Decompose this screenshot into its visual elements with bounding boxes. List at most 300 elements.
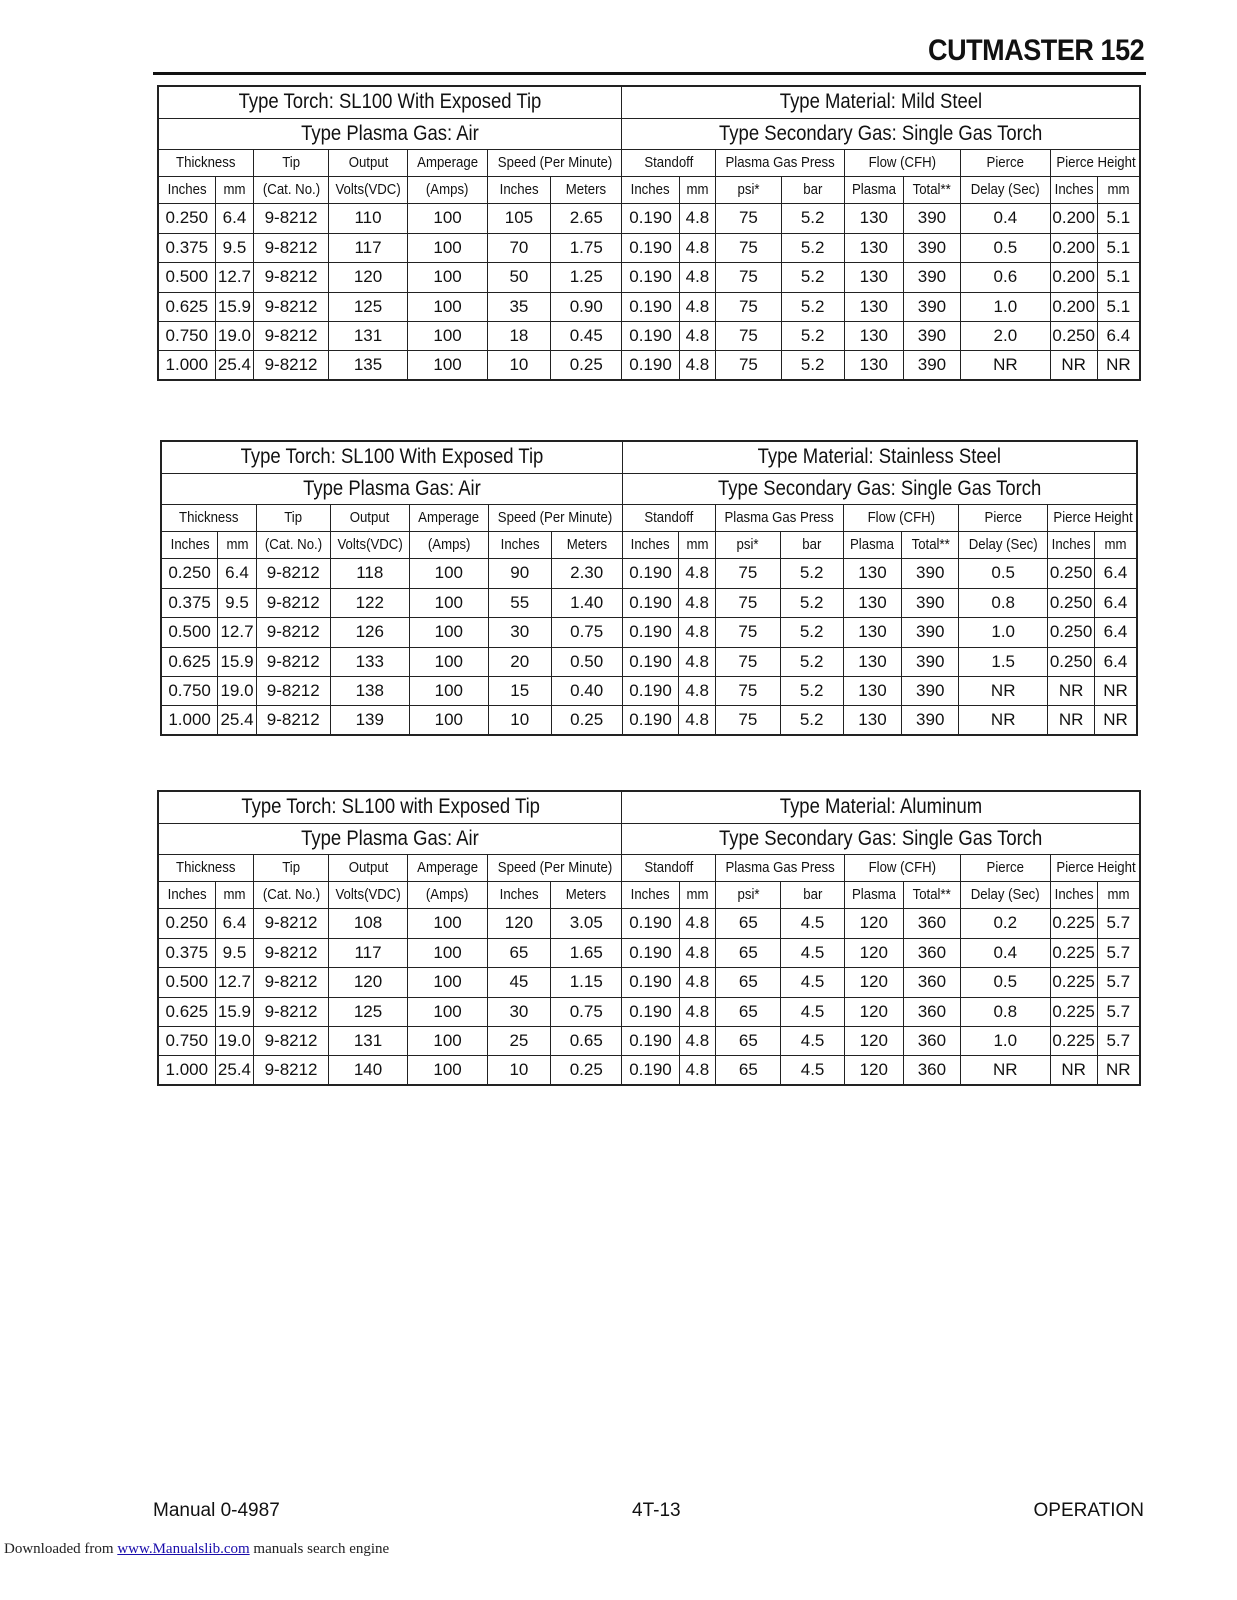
download-suffix: manuals search engine [249,1541,390,1557]
group-header-cell-text: Plasma Gas Press [725,154,835,171]
group-header-cell [487,854,622,881]
data-cell [1097,967,1140,997]
data-cell-text: 0.625 [165,1001,209,1021]
unit-header-cell [903,176,960,203]
data-cell-text: NR [1103,709,1128,729]
group-header-cell-text: Speed (Per Minute) [497,859,612,876]
data-cell-text: 390 [916,563,945,582]
data-cell [679,321,716,350]
unit-header-cell-text: Meters [566,181,607,198]
group-header-cell-text: Thickness [176,154,236,171]
data-cell-text: 90 [510,563,530,582]
unit-header-cell-text: Total** [912,886,951,903]
data-cell-text: 0.200 [1052,267,1095,286]
data-cell-text: 6.4 [1103,592,1128,612]
data-cell [622,1055,679,1085]
data-cell [622,617,679,647]
data-cell-text: 0.5 [991,563,1016,582]
group-header-cell [716,854,844,881]
data-cell-text: 130 [858,680,887,700]
data-cell-text: 120 [859,972,888,991]
data-cell-text: 126 [355,622,384,641]
unit-header-cell-text: Meters [566,886,607,903]
data-cell [1050,321,1097,350]
data-cell-text: 0.190 [629,942,672,962]
data-cell-text: 130 [859,354,888,374]
data-cell-text: 10 [509,1059,529,1079]
table-row [158,997,1140,1026]
data-cell [1048,588,1095,617]
data-cell-text: 5.2 [800,208,825,227]
unit-header-cell [254,881,328,908]
document-title: CUTMASTER 152 [927,34,1144,67]
data-cell-text: 5.2 [799,680,824,700]
data-cell-text: 1.5 [991,651,1016,671]
data-cell-text: 0.90 [569,296,603,316]
data-cell-text: 0.75 [570,622,604,641]
group-header-cell-text: Flow (CFH) [868,859,937,876]
unit-header-cell-text: Volts(VDC) [337,536,403,553]
data-cell [844,321,903,350]
data-cell-text: 0.190 [629,972,672,991]
data-cell-text: NR [1103,680,1128,700]
torch-type-cell-text: Type Torch: SL100 with Exposed Tip [240,795,540,819]
data-cell [551,908,622,938]
group-header-cell-text: Plasma Gas Press [725,859,835,876]
data-cell [960,997,1050,1026]
data-cell-text: 50 [509,267,529,286]
group-header-cell-text: Speed (Per Minute) [497,154,612,171]
data-cell-text: 75 [738,709,758,729]
cutting-chart-table [157,85,1141,381]
unit-header-cell [679,531,715,558]
data-cell [215,203,254,233]
data-cell [679,203,716,233]
unit-header-cell-text: bar [802,536,822,553]
data-cell [622,647,679,676]
data-cell-text: 0.40 [570,680,604,700]
data-cell-text: 0.500 [165,267,209,286]
data-cell [254,233,328,262]
data-cell-text: 4.5 [800,913,825,932]
group-header-cell-text: Thickness [179,509,239,526]
unit-header-cell [844,176,903,203]
data-cell-text: 75 [738,325,758,345]
data-cell [254,262,328,292]
data-cell-text: 6.4 [1106,325,1131,345]
data-cell [551,203,622,233]
data-cell [715,588,780,617]
data-cell [218,588,257,617]
data-cell [551,321,622,350]
data-cell [1048,647,1095,676]
data-cell [1048,617,1095,647]
data-cell [551,705,622,735]
data-cell-text: 5.7 [1106,1001,1131,1021]
data-cell [215,321,254,350]
data-cell-text: 100 [433,237,462,257]
data-cell-text: 0.25 [569,354,603,374]
data-cell [960,292,1050,321]
data-cell [1094,617,1137,647]
data-cell-text: 65 [738,972,758,991]
unit-header-cell-text: bar [803,886,823,903]
data-cell [716,997,781,1026]
data-cell-text: 100 [434,680,463,700]
data-cell-text: 0.225 [1052,913,1095,932]
data-cell-text: 0.4 [993,942,1018,962]
data-cell [215,1026,254,1055]
data-cell-text: 0.200 [1052,208,1095,227]
torch-type-cell [161,441,622,473]
data-cell [408,908,488,938]
cutting-chart-table [160,440,1138,736]
data-cell-text: 120 [859,1030,888,1050]
data-cell-text: 6.4 [1103,651,1128,671]
unit-header-cell [158,881,215,908]
data-cell-text: 0.375 [168,592,211,612]
data-cell-text: 4.5 [800,972,825,991]
unit-header-cell-text: mm [686,886,709,903]
unit-header-cell [622,531,679,558]
data-cell [781,1026,844,1055]
data-cell [959,558,1048,588]
data-cell-text: 5.7 [1106,913,1131,932]
data-cell [781,908,844,938]
data-cell-text: 4.8 [685,296,710,316]
data-cell-text: 19.0 [217,325,251,345]
data-cell [254,908,328,938]
data-cell-text: 0.25 [569,1059,603,1079]
torch-type-cell [158,86,622,118]
data-cell [328,938,408,967]
data-cell [330,647,409,676]
data-cell-text: 0.250 [1049,563,1093,582]
data-cell [551,647,622,676]
data-cell [960,203,1050,233]
data-cell-text: 0.190 [629,1001,672,1021]
data-cell-text: 0.250 [168,563,211,582]
data-cell-text: 0.190 [629,1030,672,1050]
unit-header-cell-text: Inches [170,536,210,553]
group-header-cell [715,504,843,531]
unit-header-cell-text: Delay (Sec) [970,181,1040,198]
data-cell-text: 9.5 [222,237,247,257]
data-cell-text: 100 [433,972,462,991]
data-cell-text: 130 [858,622,887,641]
data-cell-text: 360 [917,1030,947,1050]
data-cell [844,292,903,321]
data-cell-text: 100 [433,267,462,286]
data-cell-text: 110 [354,208,382,227]
group-header-cell-text: Plasma Gas Press [724,509,834,526]
data-cell [551,1055,622,1085]
data-cell [622,350,679,380]
data-cell [844,1026,903,1055]
data-cell-text: 130 [858,563,887,582]
data-cell [960,1055,1050,1085]
data-cell-text: 0.5 [993,972,1018,991]
group-header-cell [254,149,328,176]
secondary-gas-cell [622,473,1137,504]
unit-header-cell [960,176,1050,203]
data-cell-text: 1.000 [165,1059,209,1079]
data-cell-text: 4.8 [685,267,710,286]
group-header-cell [622,854,716,881]
data-cell [1050,1055,1097,1085]
data-cell-text: 0.375 [165,942,209,962]
data-cell-text: 4.8 [685,563,709,582]
group-header-cell [1050,854,1140,881]
group-header-cell [158,854,254,881]
data-cell [1050,350,1097,380]
group-header-cell [408,854,488,881]
data-cell-text: 4.8 [685,942,710,962]
data-cell [902,558,959,588]
unit-header-cell [487,176,550,203]
data-cell-text: 120 [859,1059,888,1079]
data-cell-text: 5.2 [799,622,824,641]
data-cell [551,558,622,588]
data-cell [487,262,550,292]
data-cell-text: 139 [355,709,384,729]
unit-header-cell [1094,531,1137,558]
unit-header-cell-text: Inches [631,886,670,903]
group-header-cell [844,149,960,176]
group-header-cell-text: Flow (CFH) [868,154,937,171]
data-cell [328,233,408,262]
group-header-cell-text: Amperage [417,154,479,171]
torch-type-cell-text: Type Torch: SL100 With Exposed Tip [238,90,542,114]
data-cell-text: 108 [353,913,383,932]
unit-header-cell-text: Inches [167,181,207,198]
data-cell [256,588,330,617]
data-cell [679,647,715,676]
data-cell [158,262,215,292]
data-cell [158,292,215,321]
group-header-cell-text: Thickness [176,859,236,876]
group-header-cell [622,149,716,176]
data-cell-text: NR [993,1059,1018,1079]
data-cell [328,908,408,938]
data-cell-text: 4.5 [800,1030,825,1050]
table-row [161,558,1137,588]
data-cell-text: 131 [353,1030,383,1050]
material-type-cell-text: Type Material: Aluminum [779,795,982,819]
data-cell [330,588,409,617]
data-cell [679,705,715,735]
group-header-cell-text: Output [348,154,388,171]
material-type-cell-text: Type Material: Stainless Steel [757,445,1002,469]
table-row [161,705,1137,735]
data-cell [715,647,780,676]
table-row [161,617,1137,647]
group-header-cell-text: Amperage [417,859,479,876]
data-cell [254,292,328,321]
data-cell [679,292,716,321]
unit-header-cell-text: Inches [1054,886,1094,903]
data-cell [487,967,550,997]
data-cell-text: 5.2 [800,296,825,316]
data-cell-text: 6.4 [1103,563,1128,582]
group-header-cell [409,504,488,531]
section-name: OPERATION [1033,1500,1144,1521]
data-cell-text: 100 [433,1059,462,1079]
unit-header-cell-text: Delay (Sec) [970,886,1040,903]
data-cell [679,588,715,617]
data-cell-text: 0.190 [629,296,672,316]
group-header-cell-text: Tip [284,509,303,526]
data-cell [487,350,550,380]
unit-header-cell [551,176,622,203]
group-header-cell-text: Amperage [418,509,480,526]
data-cell [551,676,622,705]
group-header-cell-text: Pierce Height [1056,859,1136,876]
data-cell [215,292,254,321]
manualslib-link[interactable]: www.Manualslib.com [117,1541,250,1557]
data-cell-text: 9-8212 [266,680,320,700]
data-cell-text: 0.250 [165,208,209,227]
data-cell [781,321,844,350]
data-cell [679,967,716,997]
unit-header-cell [715,531,780,558]
group-header-cell [960,149,1050,176]
unit-header-cell-text: Inches [500,536,540,553]
data-cell-text: 9.5 [225,592,249,612]
data-cell [254,997,328,1026]
unit-header-cell-text: mm [1107,181,1130,198]
data-cell [716,203,781,233]
data-cell [781,262,844,292]
unit-header-cell [215,881,254,908]
data-cell-text: 100 [434,709,463,729]
data-cell-text: NR [1058,709,1084,729]
data-cell-text: 0.190 [629,592,672,612]
data-cell [1050,967,1097,997]
group-header-cell [328,149,408,176]
data-cell-text: 15.9 [217,296,251,316]
data-cell-text: 4.8 [685,680,709,700]
data-cell-text: 130 [859,208,888,227]
data-cell-text: 0.225 [1052,1001,1095,1021]
unit-header-cell-text: mm [686,536,709,553]
data-cell-text: 1.000 [168,709,211,729]
group-header-cell [328,854,408,881]
data-cell-text: 130 [859,325,888,345]
data-cell [716,967,781,997]
data-cell-text: 390 [917,296,947,316]
data-cell-text: 0.500 [165,972,209,991]
data-cell [215,997,254,1026]
data-cell-text: 0.5 [993,237,1018,257]
data-cell-text: 130 [858,709,887,729]
unit-header-cell-text: Volts(VDC) [335,181,401,198]
data-cell [218,558,257,588]
data-cell [1094,676,1137,705]
unit-header-cell [1050,176,1097,203]
data-cell-text: 9-8212 [264,942,318,962]
group-header-cell [488,504,622,531]
data-cell [679,350,716,380]
data-cell [716,938,781,967]
data-cell-text: 5.7 [1106,942,1131,962]
data-cell [1094,647,1137,676]
data-cell-text: 0.8 [991,592,1016,612]
data-cell-text: 9-8212 [264,237,318,257]
table-row [158,321,1140,350]
data-cell [780,647,843,676]
data-cell [215,1055,254,1085]
data-cell-text: 1.0 [993,296,1018,316]
data-cell [960,321,1050,350]
data-cell-text: 4.5 [800,942,825,962]
unit-header-cell-text: Plasma [851,886,896,903]
unit-header-cell [781,881,844,908]
data-cell [1097,233,1140,262]
group-header-cell-text: Tip [282,859,300,876]
unit-header-cell [1050,881,1097,908]
data-cell-text: 100 [433,296,462,316]
data-cell [715,676,780,705]
data-cell [1097,908,1140,938]
unit-header-cell [960,881,1050,908]
material-type-cell [622,791,1140,823]
unit-header-cell-text: Plasma [851,181,896,198]
unit-header-cell [256,531,330,558]
group-header-cell-text: Flow (CFH) [867,509,935,526]
data-cell-text: 390 [917,354,947,374]
data-cell-text: 100 [433,1030,462,1050]
data-cell-text: 0.190 [629,913,672,932]
data-cell-text: 4.8 [685,972,710,991]
data-cell-text: 0.200 [1052,237,1095,257]
data-cell [716,262,781,292]
data-cell-text: 65 [738,1059,758,1079]
data-cell [960,967,1050,997]
data-cell [844,203,903,233]
data-cell [903,967,960,997]
unit-header-cell-text: mm [223,886,246,903]
data-cell-text: 100 [433,208,462,227]
data-cell [902,617,959,647]
data-cell [328,1026,408,1055]
unit-header-cell-text: Inches [631,536,670,553]
data-cell-text: 9-8212 [264,913,318,932]
data-cell [330,617,409,647]
data-cell [158,967,215,997]
group-header-cell-text: Tip [282,154,300,171]
group-header-cell [254,854,328,881]
data-cell [487,1026,550,1055]
data-cell [487,203,550,233]
data-cell-text: 12.7 [217,972,251,991]
data-cell-text: 3.05 [569,913,603,932]
data-cell [844,262,903,292]
data-cell-text: 390 [916,680,945,700]
unit-header-cell [781,176,844,203]
group-header-cell-text: Speed (Per Minute) [498,509,613,526]
data-cell-text: NR [1061,1059,1086,1079]
data-cell-text: 100 [433,942,462,962]
data-cell [679,676,715,705]
group-header-cell [716,149,844,176]
group-header-cell [161,504,256,531]
plasma-gas-cell [158,823,622,854]
unit-header-cell-text: Plasma [850,536,895,553]
data-cell-text: 130 [859,296,888,316]
data-cell [960,350,1050,380]
unit-header-cell [488,531,551,558]
